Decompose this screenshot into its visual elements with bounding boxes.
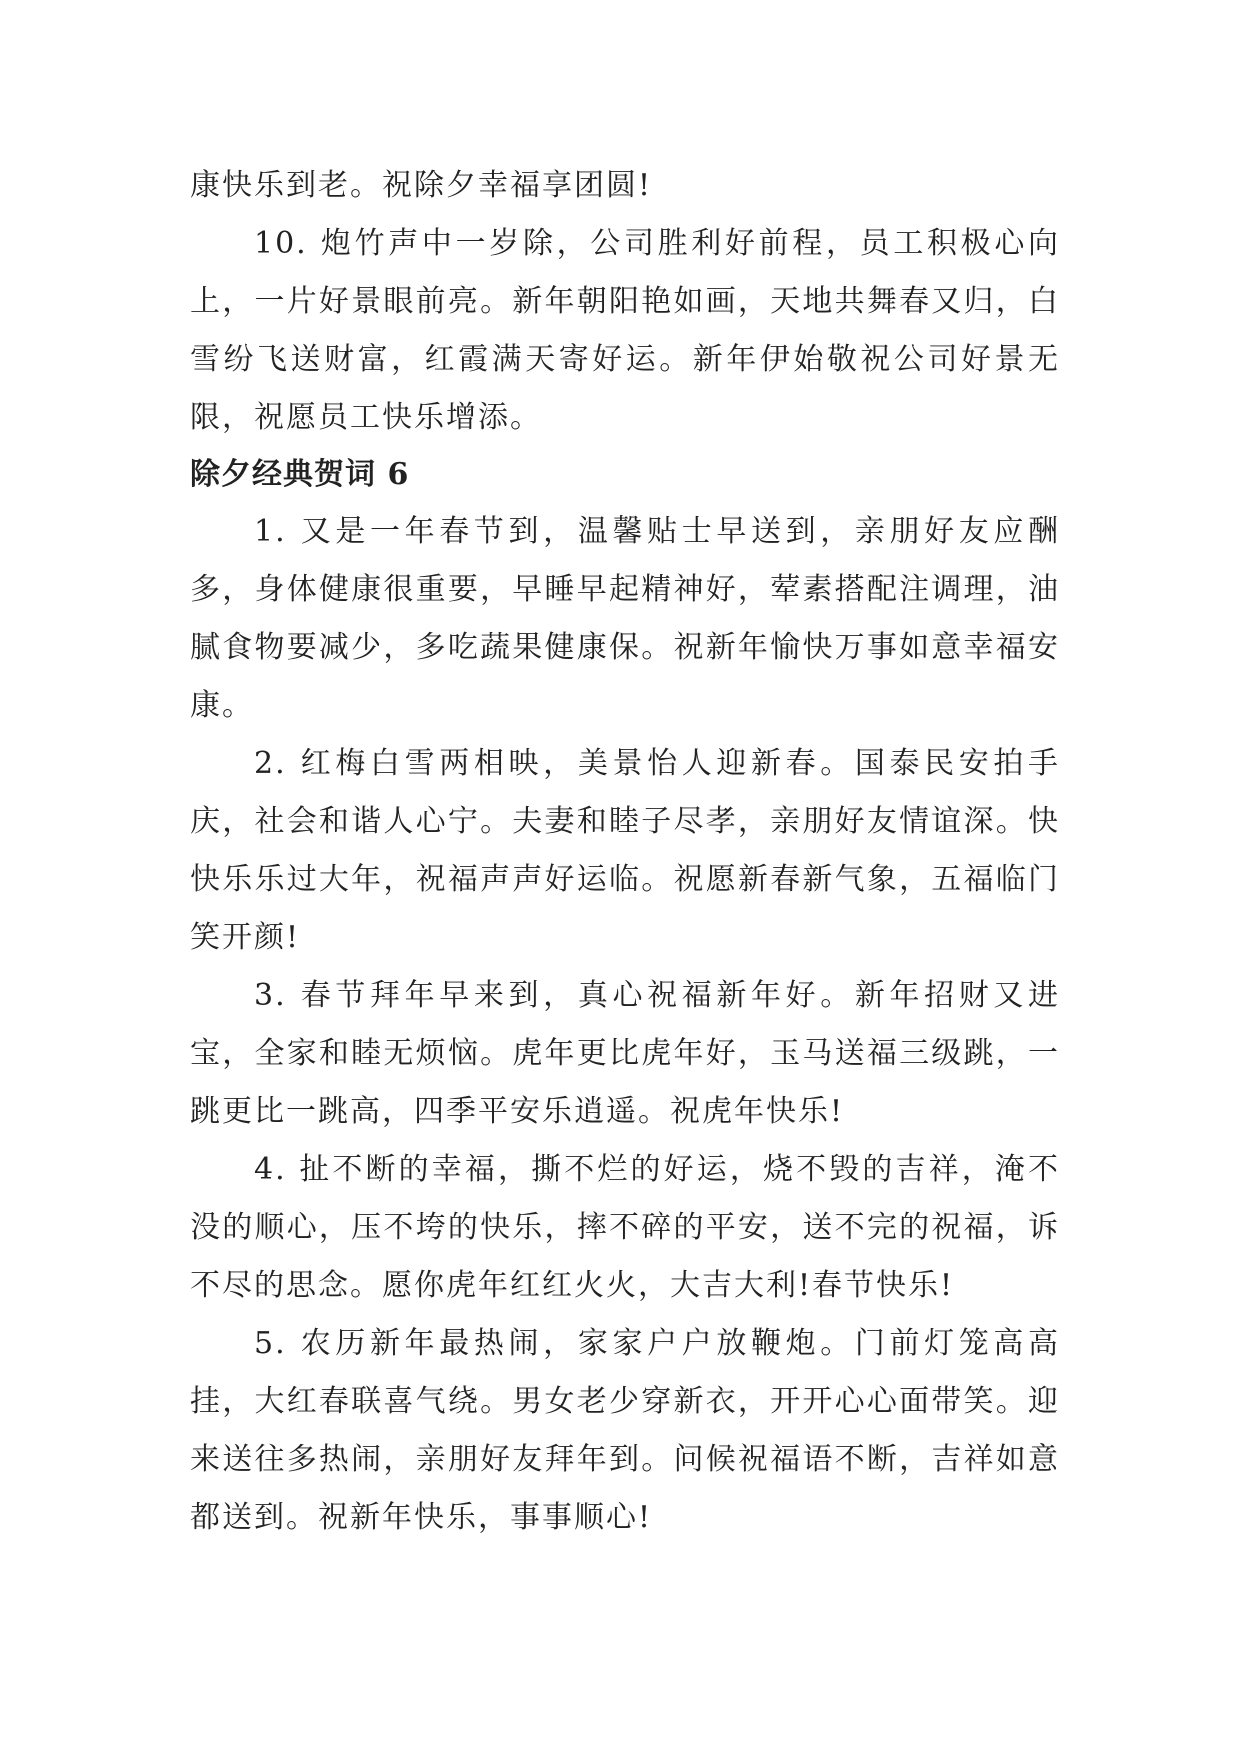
paragraph-continuation: 康快乐到老。祝除夕幸福享团圆! (190, 168, 653, 203)
paragraph-item-4: 4. 扯不断的幸福，撕不烂的好运，烧不毁的吉祥，淹不没的顺心，压不垮的快乐，摔不碎的平安，送不完的祝福，诉不尽的思念。愿你虎年红红火火，大吉大利!春节快乐! (190, 1152, 1060, 1303)
paragraph-item-10: 10. 炮竹声中一岁除，公司胜利好前程，员工积极心向上，一片好景眼前亮。新年朝阳艳如画，天地共舞春又归，白雪纷飞送财富，红霞满天寄好运。新年伊始敬祝公司好景无限，祝愿员工快乐增添。 (190, 226, 1060, 435)
document-body (190, 157, 1060, 1547)
paragraph-item-3: 3. 春节拜年早来到，真心祝福新年好。新年招财又进宝，全家和睦无烦恼。虎年更比虎年好，玉马送福三级跳，一跳更比一跳高，四季平安乐逍遥。祝虎年快乐! (190, 978, 1060, 1129)
paragraph-item-1: 1. 又是一年春节到，温馨贴士早送到，亲朋好友应酬多，身体健康很重要，早睡早起精神好，荤素搭配注调理，油腻食物要减少，多吃蔬果健康保。祝新年愉快万事如意幸福安康。 (190, 514, 1060, 723)
paragraph-item-2: 2. 红梅白雪两相映，美景怡人迎新春。国泰民安拍手庆，社会和谐人心宁。夫妻和睦子尽孝，亲朋好友情谊深。快快乐乐过大年，祝福声声好运临。祝愿新春新气象，五福临门笑开颜! (190, 746, 1060, 955)
section-heading: 除夕经典贺词 6 (190, 457, 410, 492)
paragraph-item-5: 5. 农历新年最热闹，家家户户放鞭炮。门前灯笼高高挂，大红春联喜气绕。男女老少穿新衣，开开心心面带笑。迎来送往多热闹，亲朋好友拜年到。问候祝福语不断，吉祥如意都送到。祝新年快乐，事事顺心! (190, 1326, 1060, 1535)
